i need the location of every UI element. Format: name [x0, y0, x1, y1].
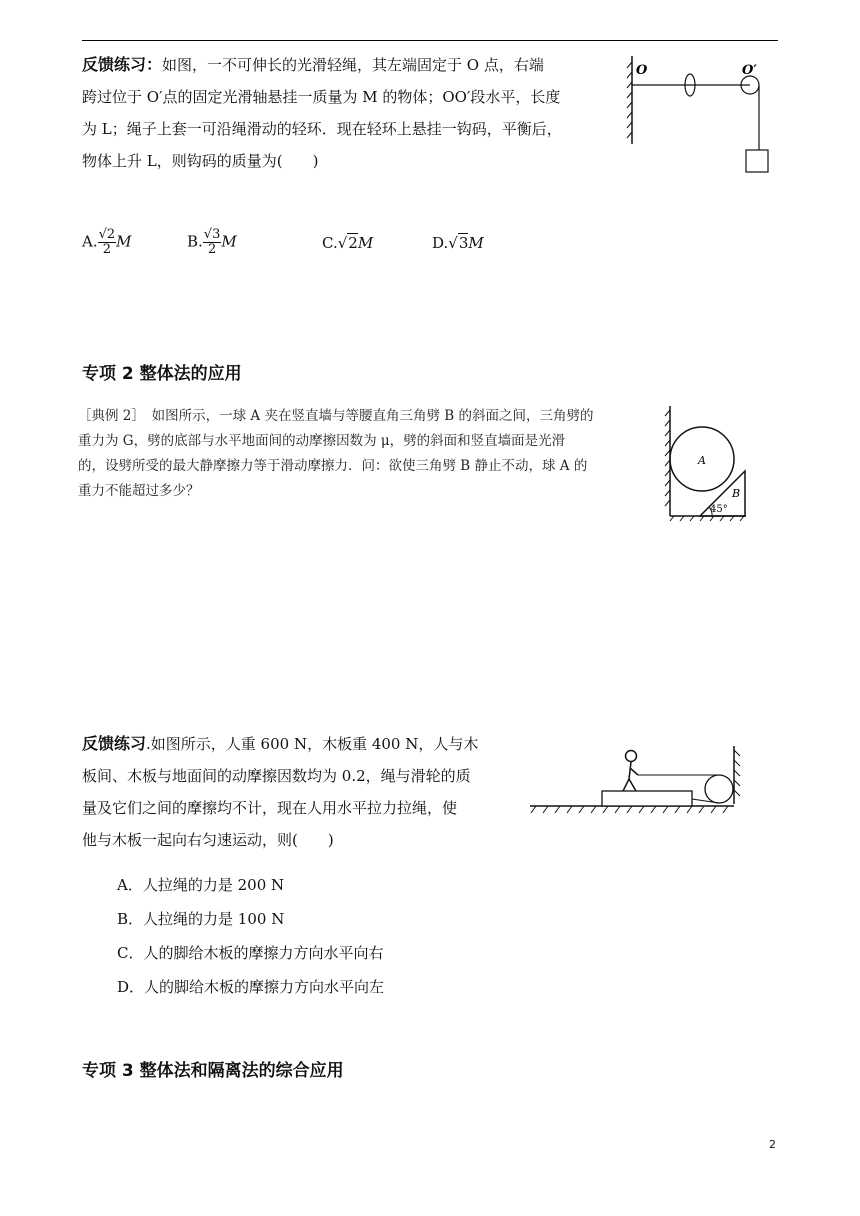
- choice-d[interactable]: D．人的脚给木板的摩擦力方向水平向左: [117, 978, 385, 996]
- hanging-mass: [746, 150, 768, 172]
- header-rule: [82, 40, 778, 41]
- feedback1-question: [82, 49, 622, 177]
- rope-pulley-figure: [626, 54, 776, 178]
- feedback2-line-2: 板间、木板与地面间的动摩擦因数均为 0.2，绳与滑轮的质: [82, 767, 471, 785]
- example2-line-1: ［典例 2］ 如图所示，一球 A 夹在竖直墙与等腰直角三角劈 B 的斜面之间，三角劈的: [78, 408, 594, 424]
- example2-line-4: 重力不能超过多少？: [78, 483, 200, 499]
- example2-line-2: 重力为 G，劈的底部与水平地面间的动摩擦因数为 μ，劈的斜面和竖直墙面是光滑: [78, 433, 566, 449]
- feedback1-line-4: 物体上升 L，则钩码的质量为( ): [82, 152, 319, 170]
- feedback2-line-1: 反馈练习.如图所示，人重 600 N，木板重 400 N，人与木: [82, 734, 479, 753]
- choice-a[interactable]: A．人拉绳的力是 200 N: [117, 876, 285, 894]
- feedback2-label: 反馈练习: [82, 734, 147, 753]
- choice-c[interactable]: C．人的脚给木板的摩擦力方向水平向右: [117, 944, 384, 962]
- option-b[interactable]: B. $\frac{√3}{2}$ M: [187, 227, 237, 257]
- option-d[interactable]: D.√3M: [432, 234, 484, 252]
- section2-title: 专项 2 整体法的应用: [82, 364, 242, 384]
- feedback2-question: [82, 728, 522, 856]
- feedback1-label: 反馈练习：: [82, 55, 163, 74]
- person: [623, 751, 638, 792]
- label-o-prime: O′: [742, 63, 757, 78]
- feedback1-line-1: 反馈练习：如图，一不可伸长的光滑轻绳，其左端固定于 O 点，右端: [82, 55, 544, 74]
- label-wedge-b: B: [732, 487, 741, 500]
- example2-line-3: 的，设劈所受的最大静摩擦力等于滑动摩擦力．问：欲使三角劈 B 静止不动，球 A 的: [78, 458, 588, 474]
- page-number: 2: [769, 1138, 776, 1151]
- ball-wedge-figure: [664, 404, 750, 522]
- feedback1-line-3: 为 L；绳子上套一可沿绳滑动的轻环．现在轻环上悬挂一钩码，平衡后，: [82, 120, 562, 138]
- angle-label: 45°: [710, 504, 728, 515]
- feedback2-choices: [117, 868, 384, 1004]
- person-plank-figure: [528, 744, 746, 822]
- label-ball-a: A: [698, 454, 706, 467]
- pulley: [705, 775, 733, 803]
- feedback2-line-4: 他与木板一起向右匀速运动，则( ): [82, 831, 334, 849]
- choice-b[interactable]: B．人拉绳的力是 100 N: [117, 910, 285, 928]
- option-c[interactable]: C.√2M: [322, 234, 374, 252]
- option-a[interactable]: A. $\frac{√2}{2}$ M: [82, 227, 132, 257]
- wooden-plank: [602, 791, 692, 806]
- label-o: O: [636, 63, 648, 78]
- example2-text: [78, 404, 664, 504]
- section3-title: 专项 3 整体法和隔离法的综合应用: [82, 1061, 344, 1081]
- feedback1-line-2: 跨过位于 O′点的固定光滑轴悬挂一质量为 M 的物体；OO′段水平，长度: [82, 88, 561, 106]
- feedback2-line-3: 量及它们之间的摩擦均不计，现在人用水平拉力拉绳，使: [82, 799, 458, 817]
